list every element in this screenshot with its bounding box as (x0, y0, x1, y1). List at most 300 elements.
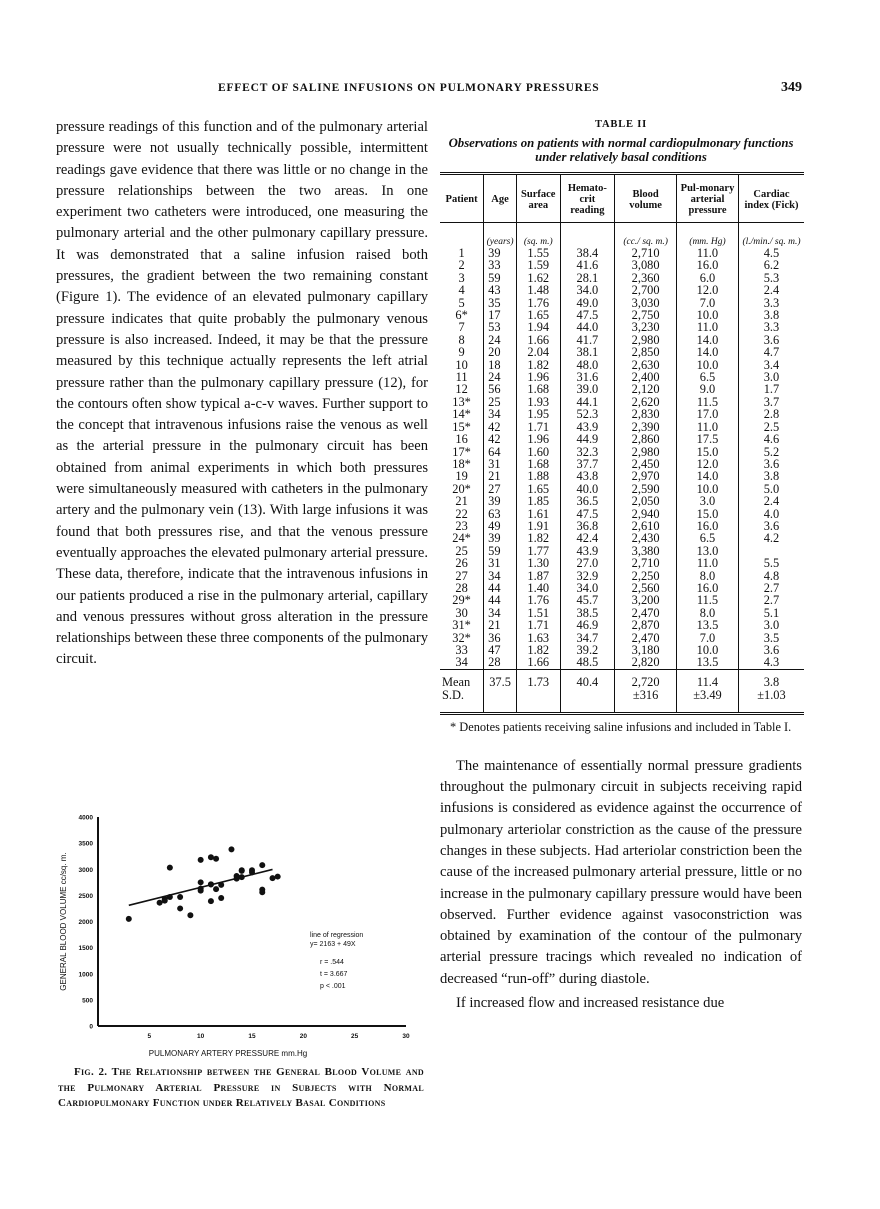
table-cell: 2,360 (615, 272, 677, 284)
table-cell: 1.88 (516, 470, 560, 482)
table-cell: 24 (484, 334, 517, 346)
table-cell: 29* (452, 593, 471, 608)
table-cell: 38.4 (560, 247, 615, 259)
table-cell: 17.5 (677, 433, 739, 445)
table-cell: 3.7 (738, 396, 804, 408)
table-cell: 1.68 (516, 458, 560, 470)
table-cell: 1.51 (516, 607, 560, 619)
table-cell: 5.1 (738, 607, 804, 619)
table-cell: 1.7 (738, 383, 804, 395)
figure-2 (48, 808, 428, 1058)
table-cell: 3 (458, 270, 465, 285)
table-cell: 3.6 (738, 520, 804, 532)
table-cell: 39 (484, 532, 517, 544)
table-cell: 1.63 (516, 632, 560, 644)
left-column (56, 117, 428, 671)
table-cell: 10.0 (677, 483, 739, 495)
table-cell: 24 (484, 371, 517, 383)
table-cell: 14* (452, 407, 471, 422)
table-footnote: * Denotes patients receiving saline infusions and included in Table I. (450, 719, 792, 734)
table-cell: 4.2 (738, 532, 804, 544)
table-cell: 21 (455, 494, 468, 509)
table-cell: 31* (452, 618, 471, 633)
sd-value: ±1.03 (757, 687, 786, 702)
table-row (440, 383, 804, 395)
table-cell: 42 (484, 433, 517, 445)
body-paragraph: If increased flow and increased resistance due (456, 995, 725, 1012)
t-statistic: t = 3.667 (320, 971, 348, 978)
table-cell: 22 (455, 506, 468, 521)
table-cell: 2.7 (738, 582, 804, 594)
table-cell: 2,860 (615, 433, 677, 445)
table-body (440, 223, 804, 714)
p-value: p < .001 (320, 983, 346, 990)
table-cell: 34 (455, 655, 468, 670)
regression-label: line of regression (310, 932, 364, 939)
table-cell: 3.0 (738, 371, 804, 383)
table-cell: 27.0 (560, 557, 615, 569)
table-cell: 16.0 (677, 582, 739, 594)
table-cell: 14.0 (677, 334, 739, 346)
data-point (259, 889, 265, 895)
table-cell: 6.5 (677, 532, 739, 544)
table-cell: 3,200 (615, 594, 677, 606)
table-cell: 4.3 (738, 656, 804, 669)
table-cell: 43.8 (560, 470, 615, 482)
table-cell: 6.5 (677, 371, 739, 383)
table-cell: 11.0 (677, 421, 739, 433)
table-cell: 9.0 (677, 383, 739, 395)
table-row (440, 656, 804, 669)
table-cell: 3.6 (738, 644, 804, 656)
unit-cell (440, 223, 484, 248)
table-cell: 2.8 (738, 408, 804, 420)
table-cell: 48.0 (560, 359, 615, 371)
figure-caption (58, 1065, 424, 1112)
table-cell: 1.65 (516, 483, 560, 495)
table-row (440, 470, 804, 482)
table-cell: 1.30 (516, 557, 560, 569)
table-cell: 49 (484, 520, 517, 532)
table-cell: 5.0 (738, 483, 804, 495)
table-cell: 2,620 (615, 396, 677, 408)
table-cell: 1.66 (516, 334, 560, 346)
table-cell: 2.5 (738, 421, 804, 433)
table-header-row (440, 174, 804, 223)
column-header: Pul-monary arterial pressure (677, 174, 739, 223)
table-cell: 17 (484, 309, 517, 321)
table-cell: 27 (455, 568, 468, 583)
table-row (440, 532, 804, 544)
table-cell: 3.3 (738, 297, 804, 309)
regression-equation: y= 2163 + 49X (310, 941, 356, 948)
data-point (234, 876, 240, 882)
mean-value: 11.4 (696, 674, 719, 689)
table-cell: 17* (452, 444, 471, 459)
mean-value: 3.8 (763, 674, 780, 689)
table-cell: 41.7 (560, 334, 615, 346)
table-cell: 21 (484, 619, 517, 631)
table-cell: 1.77 (516, 545, 560, 557)
table-cell: 11.0 (677, 557, 739, 569)
table-cell: 8 (458, 332, 465, 347)
table-cell: 1.71 (516, 619, 560, 631)
table-cell: 7 (458, 320, 465, 335)
table-row (440, 495, 804, 507)
table-cell: 2.4 (738, 495, 804, 507)
data-point (167, 865, 173, 871)
table-cell: 38.5 (560, 607, 615, 619)
sd-value (486, 689, 514, 702)
data-point (167, 894, 173, 900)
table-cell: 1.66 (516, 656, 560, 669)
table-cell: 21 (484, 470, 517, 482)
table-cell: 2,850 (615, 346, 677, 358)
page-number: 349 (781, 80, 802, 95)
table-cell: 8.0 (677, 570, 739, 582)
table-cell: 4.0 (738, 508, 804, 520)
table-cell: 2,430 (615, 532, 677, 544)
y-tick-label: 1500 (78, 945, 93, 953)
data-point (177, 894, 183, 900)
table-cell: 44 (484, 582, 517, 594)
column-header: Surface area (516, 174, 560, 223)
table-cell: 3,180 (615, 644, 677, 656)
table-cell: 49.0 (560, 297, 615, 309)
table-cell: 13* (452, 394, 471, 409)
table-cell: 6.2 (738, 259, 804, 271)
table-cell: 13.5 (677, 656, 739, 669)
table-cell: 46.9 (560, 619, 615, 631)
table-cell: 4.8 (738, 570, 804, 582)
y-tick-label: 2500 (78, 892, 93, 900)
mean-value: 37.5 (489, 674, 511, 689)
table-cell: 2,050 (615, 495, 677, 507)
table-cell: 12.0 (677, 458, 739, 470)
y-axis-label: GENERAL BLOOD VOLUME cc/sq. m. (59, 852, 68, 991)
table-cell: 2,980 (615, 446, 677, 458)
sd-label: S.D. (442, 687, 465, 702)
table-cell: 12 (455, 382, 468, 397)
sd-value: ±316 (632, 687, 659, 702)
data-point (208, 898, 214, 904)
unit-cell: (years) (484, 223, 517, 248)
column-header: Patient (440, 174, 484, 223)
table-cell: 24* (452, 531, 471, 546)
table-cell: 11.0 (677, 247, 739, 259)
table-cell: 56 (484, 383, 517, 395)
data-point (270, 875, 276, 881)
table-cell: 28 (455, 580, 468, 595)
table-cell: 11 (455, 370, 468, 385)
data-point (213, 886, 219, 892)
column-header: Hemato-crit reading (560, 174, 615, 223)
table-cell: 7.0 (677, 632, 739, 644)
table-cell: 3.6 (738, 334, 804, 346)
table-cell: 43.9 (560, 545, 615, 557)
body-paragraph: pressure readings of this function and of the pulmonary arterial pressure were not usually technically possible, intermittent readings gave evidence that there was little or no change in the pressure relationships between the two areas. In one experiment two catheters were introduced, one measuring the pulmonary arterial and the other pulmonary capillary pressure. It was demonstrated that a saline infusion raised both pressures, the gradient between the two remaining constant (Figure 1). The evidence of an elevated pulmonary capillary pressure indicates that quite probably the pulmonary venous pressure is also increased. Indeed, it may be that the pressure measured by this technique actually represents the left atrial pressure rather than the pulmonary capillary pressure (12), for the contours often show typical a-c-v waves. Further support to the concept that intravenous infusions raise the venous as well as the arterial pressure in the pulmonary circuit has been obtained from animal experiments in which both pressures were simultaneously measured with catheters in the pulmonary artery and the pulmonary vein (13). With large infusions it was found that both pressures rise, and that the venous pressure eventually approaches the elevated pulmonary arterial pressure. These data, therefore, indicate that the intravenous infusions in our patients produced a rise in the pulmonary arterial, capillary and venous pressures without gross alteration in the pressure relationships between these three components of the pulmonary circuit. (56, 119, 428, 668)
y-tick-label: 4000 (78, 814, 93, 822)
table-cell: 52.3 (560, 408, 615, 420)
table-cell: 32.9 (560, 570, 615, 582)
table-cell: 6.0 (677, 272, 739, 284)
x-tick-label: 10 (197, 1033, 205, 1040)
table-cell: 3,380 (615, 545, 677, 557)
table-cell: 2,630 (615, 359, 677, 371)
body-paragraph: The maintenance of essentially normal pressure gradients throughout the pulmonary circuit in subjects receiving rapid infusions is considered as evidence against the occurrence of pulmonary arteriolar constriction as the cause of the pressure changes in these subjects. Had arteriolar constriction been the cause of the increased pulmonary arterial pressure, little or no increase in the pulmonary capillary pressure would have been observed. Further evidence against vasoconstriction was obtained by examination of the contour of the pulmonary arterial pressure tracings which revealed no indication of decreased “run-off” during diastole. (440, 757, 802, 987)
summary-cell (677, 669, 739, 713)
table-cell: 64 (484, 446, 517, 458)
table-cell: 2,940 (615, 508, 677, 520)
table-cell: 2,700 (615, 284, 677, 296)
x-tick-label: 5 (147, 1033, 152, 1040)
data-table (440, 172, 804, 715)
table-row (440, 594, 804, 606)
table-cell: 1.59 (516, 259, 560, 271)
y-tick-label: 1000 (78, 971, 93, 979)
data-point (208, 881, 214, 887)
table-cell: 37.7 (560, 458, 615, 470)
table-cell: 10.0 (677, 644, 739, 656)
table-cell: 16.0 (677, 259, 739, 271)
y-tick-label: 3000 (78, 866, 93, 874)
table-cell: 3.3 (738, 321, 804, 333)
table-cell: 36.8 (560, 520, 615, 532)
table-cell: 15* (452, 419, 471, 434)
table-cell: 3.0 (738, 619, 804, 631)
table-cell: 18 (484, 359, 517, 371)
x-tick-label: 15 (248, 1033, 256, 1040)
data-point (239, 868, 245, 874)
table-cell: 43.9 (560, 421, 615, 433)
table-cell: 35 (484, 297, 517, 309)
data-point (177, 905, 183, 911)
table-row (440, 259, 804, 271)
sd-value (519, 689, 558, 702)
table-label: TABLE II (594, 119, 647, 130)
table-cell: 1 (458, 246, 465, 260)
table-cell: 42.4 (560, 532, 615, 544)
mean-value: 2,720 (631, 674, 660, 689)
data-point (218, 895, 224, 901)
table-cell: 9 (458, 345, 465, 360)
table-cell: 1.65 (516, 309, 560, 321)
table-cell: 16 (455, 432, 468, 447)
summary-row (440, 669, 804, 713)
table-cell: 28.1 (560, 272, 615, 284)
table-cell: 3,030 (615, 297, 677, 309)
table-cell: 4.5 (738, 247, 804, 259)
table-row (440, 557, 804, 569)
table-cell: 8.0 (677, 607, 739, 619)
table-cell: 7.0 (677, 297, 739, 309)
table-cell: 42 (484, 421, 517, 433)
table-cell: 34.0 (560, 582, 615, 594)
summary-cell (484, 669, 517, 713)
table-cell: 1.71 (516, 421, 560, 433)
table-cell: 2,560 (615, 582, 677, 594)
page-header (40, 80, 810, 100)
table-cell: 2,710 (615, 247, 677, 259)
unit-cell: (cc./ sq. m.) (615, 223, 677, 248)
table-cell: 59 (484, 272, 517, 284)
table-cell: 39.0 (560, 383, 615, 395)
column-header: Cardiac index (Fick) (738, 174, 804, 223)
table-cell: 5.5 (738, 557, 804, 569)
table-cell: 48.5 (560, 656, 615, 669)
mean-value: 40.4 (576, 674, 599, 689)
table-cell: 3.0 (677, 495, 739, 507)
table-cell: 2.04 (516, 346, 560, 358)
table-cell: 2,470 (615, 607, 677, 619)
table-cell: 36.5 (560, 495, 615, 507)
table-row (440, 284, 804, 296)
table-cell: 15.0 (677, 446, 739, 458)
table-cell: 14.0 (677, 346, 739, 358)
scatter-chart (48, 808, 428, 1058)
table-cell: 1.82 (516, 532, 560, 544)
data-point (198, 857, 204, 863)
table-cell: 2,450 (615, 458, 677, 470)
column-header: Blood volume (615, 174, 677, 223)
table-cell: 31 (484, 557, 517, 569)
table-cell: 1.76 (516, 297, 560, 309)
summary-cell (560, 669, 615, 713)
table-cell: 17.0 (677, 408, 739, 420)
table-cell: 2,120 (615, 383, 677, 395)
table-cell: 1.95 (516, 408, 560, 420)
table-cell: 44.9 (560, 433, 615, 445)
table-cell: 63 (484, 508, 517, 520)
table-cell: 53 (484, 321, 517, 333)
table-cell: 32.3 (560, 446, 615, 458)
table-cell: 20* (452, 481, 471, 496)
table-cell: 1.94 (516, 321, 560, 333)
table-cell: 25 (484, 396, 517, 408)
summary-cell (738, 669, 804, 713)
table-cell: 1.82 (516, 359, 560, 371)
summary-cell (615, 669, 677, 713)
table-cell: 30 (455, 605, 468, 620)
table-cell: 34 (484, 408, 517, 420)
data-point (198, 888, 204, 894)
table-cell: 41.6 (560, 259, 615, 271)
table-row (440, 619, 804, 631)
table-cell: 13.5 (677, 619, 739, 631)
table-cell: 45.7 (560, 594, 615, 606)
table-cell: 3.6 (738, 458, 804, 470)
table-cell: 34.7 (560, 632, 615, 644)
table-cell: 3.8 (738, 470, 804, 482)
table-cell: 5 (458, 295, 465, 310)
unit-cell (560, 223, 615, 248)
table-cell: 1.96 (516, 433, 560, 445)
table-cell: 2,250 (615, 570, 677, 582)
table-cell: 19 (455, 469, 468, 484)
table-cell: 2,870 (615, 619, 677, 631)
table-cell: 1.87 (516, 570, 560, 582)
table-cell: 18* (452, 456, 471, 471)
table-cell: 39 (484, 247, 517, 259)
table-cell: 1.61 (516, 508, 560, 520)
table-cell: 44.1 (560, 396, 615, 408)
mean-value: 1.73 (527, 674, 550, 689)
table-cell: 1.55 (516, 247, 560, 259)
table-cell: 1.62 (516, 272, 560, 284)
table-cell: 1.93 (516, 396, 560, 408)
table-cell: 3,230 (615, 321, 677, 333)
table-cell: 3.4 (738, 359, 804, 371)
table-cell: 33 (455, 643, 468, 657)
sd-value: ±3.49 (693, 687, 722, 702)
table-cell: 1.76 (516, 594, 560, 606)
data-point (228, 846, 234, 852)
table-cell: 2,820 (615, 656, 677, 669)
table-cell: 59 (484, 545, 517, 557)
table-cell: 1.85 (516, 495, 560, 507)
table-cell: 47.5 (560, 508, 615, 520)
data-point (198, 879, 204, 885)
table-cell: 40.0 (560, 483, 615, 495)
table-cell: 4 (458, 283, 465, 298)
table-cell: 2.4 (738, 284, 804, 296)
table-row (440, 321, 804, 333)
table-cell: 1.91 (516, 520, 560, 532)
table-cell: 2,970 (615, 470, 677, 482)
table-cell: 2,610 (615, 520, 677, 532)
table-cell: 44 (484, 594, 517, 606)
data-point (259, 862, 265, 868)
data-point (275, 874, 281, 880)
table-cell: 39.2 (560, 644, 615, 656)
table-cell: 47.5 (560, 309, 615, 321)
x-tick-label: 30 (402, 1033, 410, 1040)
table-cell: 1.60 (516, 446, 560, 458)
units-row (440, 223, 804, 248)
table-cell: 47 (484, 644, 517, 656)
y-tick-label: 2000 (78, 919, 93, 926)
table-cell: 16.0 (677, 520, 739, 532)
table-cell: 11.5 (677, 396, 739, 408)
data-point (249, 869, 255, 875)
table-title: Observations on patients with normal cardiopulmonary functions under relatively basal conditions (448, 136, 794, 164)
table-cell: 43 (484, 284, 517, 296)
table-cell: 31.6 (560, 371, 615, 383)
figure-caption-text: Fig. 2. The Relationship between the General Blood Volume and the Pulmonary Arterial Pressure in Subjects with Normal Cardiopulmonary Function under Relatively Basal Conditions (58, 1066, 424, 1109)
table-cell: 25 (455, 543, 468, 558)
y-tick-label: 3500 (78, 840, 93, 848)
table-cell: 10 (455, 357, 468, 372)
summary-label (440, 669, 484, 713)
table-cell: 38.1 (560, 346, 615, 358)
table-cell: 2 (458, 258, 465, 273)
table-cell: 32* (452, 630, 471, 645)
table-row (440, 408, 804, 420)
table-cell: 1.40 (516, 582, 560, 594)
table-cell: 11.0 (677, 321, 739, 333)
table-cell: 26 (455, 556, 468, 571)
table-cell: 2,400 (615, 371, 677, 383)
table-cell: 5.2 (738, 446, 804, 458)
table-cell: 2,470 (615, 632, 677, 644)
data-point (208, 854, 214, 860)
y-tick-label: 0 (89, 1023, 93, 1031)
table-cell: 1.68 (516, 383, 560, 395)
table-row (440, 346, 804, 358)
table-cell: 13.0 (677, 545, 739, 557)
summary-cell (516, 669, 560, 713)
table-cell: 6* (455, 308, 468, 323)
